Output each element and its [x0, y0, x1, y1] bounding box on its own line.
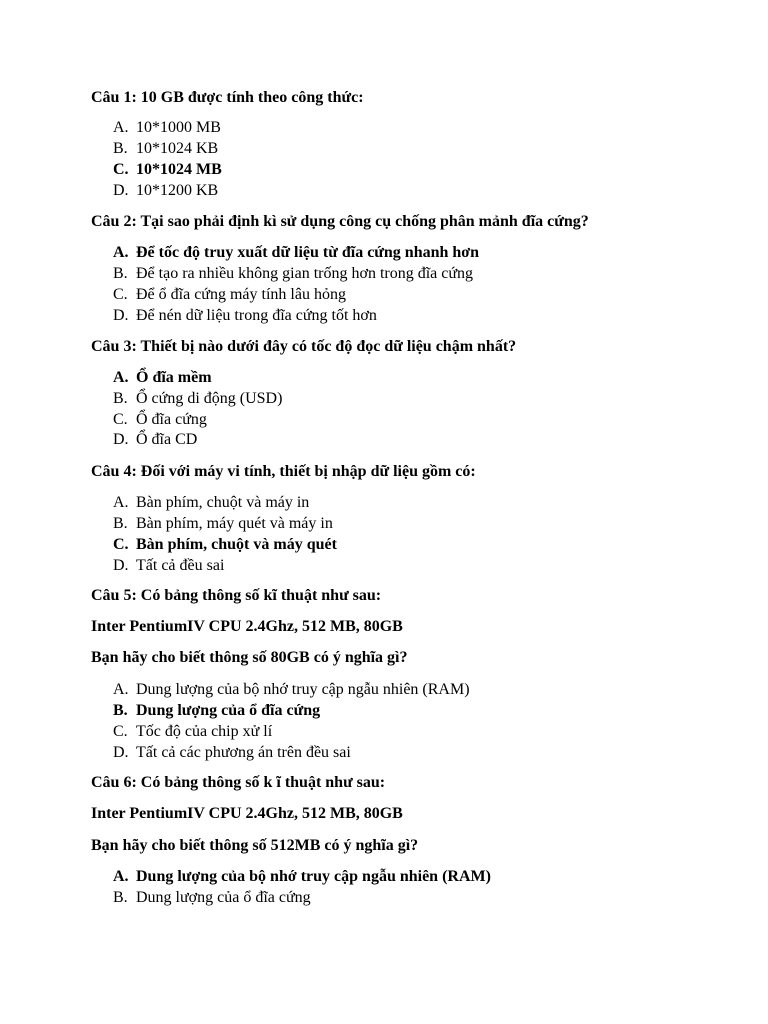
answer-option [113, 888, 311, 909]
option-text: Để ổ đĩa cứng máy tính lâu hỏng [136, 286, 346, 303]
option-letter: B. [113, 889, 128, 906]
answer-option [113, 867, 491, 888]
answer-option [113, 535, 337, 556]
option-letter: B. [113, 515, 128, 532]
option-letter: A. [113, 119, 129, 136]
answer-option [113, 389, 282, 410]
question-text-line: Bạn hãy cho biết thông số 80GB có ý nghĩa gì? [91, 649, 408, 666]
option-text: Để nén dữ liệu trong đĩa cứng tốt hơn [136, 307, 377, 324]
option-letter: D. [113, 744, 129, 761]
question-heading: Câu 3: Thiết bị nào dưới đây có tốc độ đọc dữ liệu chậm nhất? [91, 338, 517, 355]
option-text: Bàn phím, chuột và máy quét [136, 536, 337, 553]
answer-option [113, 181, 218, 202]
option-text: Ổ cứng di động (USD) [136, 390, 283, 407]
option-letter: C. [113, 161, 129, 178]
question-heading: Câu 5: Có bảng thông số kĩ thuật như sau: [91, 587, 382, 604]
option-text: Ổ đĩa cứng [136, 411, 207, 428]
question-heading: Câu 2: Tại sao phải định kì sử dụng công cụ chống phân mảnh đĩa cứng? [91, 213, 589, 230]
answer-option [113, 285, 346, 306]
option-letter: C. [113, 723, 128, 740]
option-letter: B. [113, 265, 128, 282]
answer-option [113, 743, 351, 764]
answer-option [113, 514, 333, 535]
option-text: 10*1000 MB [136, 119, 221, 136]
answer-option [113, 243, 479, 264]
option-text: Dung lượng của bộ nhớ truy cập ngẫu nhiên (RAM) [136, 868, 491, 885]
option-letter: B. [113, 140, 128, 157]
option-text: 10*1024 KB [136, 140, 219, 157]
option-letter: A. [113, 681, 129, 698]
option-letter: C. [113, 536, 129, 553]
question-text-line: Inter PentiumIV CPU 2.4Ghz, 512 MB, 80GB [91, 805, 403, 822]
option-letter: A. [113, 494, 129, 511]
option-text: Ổ đĩa CD [136, 431, 198, 448]
answer-option [113, 430, 197, 451]
answer-option [113, 264, 473, 285]
option-letter: D. [113, 182, 129, 199]
answer-option [113, 368, 212, 389]
option-letter: D. [113, 557, 129, 574]
question-text-line: Inter PentiumIV CPU 2.4Ghz, 512 MB, 80GB [91, 618, 403, 635]
option-text: Tốc độ của chip xử lí [136, 723, 273, 740]
option-text: 10*1200 KB [136, 182, 219, 199]
question-heading: Câu 4: Đối với máy vi tính, thiết bị nhập dữ liệu gồm có: [91, 463, 476, 480]
option-text: Bàn phím, máy quét và máy in [136, 515, 333, 532]
option-text: Bàn phím, chuột và máy in [136, 494, 310, 511]
option-letter: A. [113, 244, 129, 261]
option-letter: C. [113, 411, 128, 428]
option-letter: A. [113, 868, 129, 885]
option-text: Dung lượng của ổ đĩa cứng [136, 702, 321, 719]
option-text: Tất cả đều sai [136, 557, 225, 574]
question-heading: Câu 6: Có bảng thông số k ĩ thuật như sau: [91, 774, 386, 791]
question-text-line: Bạn hãy cho biết thông số 512MB có ý nghĩa gì? [91, 837, 419, 854]
question-heading: Câu 1: 10 GB được tính theo công thức: [91, 89, 364, 106]
answer-option [113, 556, 224, 577]
answer-option [113, 410, 207, 431]
option-letter: B. [113, 390, 128, 407]
option-text: Để tốc độ truy xuất dữ liệu từ đĩa cứng nhanh hơn [136, 244, 480, 261]
answer-option [113, 493, 309, 514]
option-text: Để tạo ra nhiều không gian trống hơn trong đĩa cứng [136, 265, 474, 282]
option-text: Dung lượng của bộ nhớ truy cập ngẫu nhiên (RAM) [136, 681, 470, 698]
option-letter: C. [113, 286, 128, 303]
answer-option [113, 118, 221, 139]
answer-option [113, 680, 470, 701]
answer-option [113, 701, 320, 722]
answer-option [113, 139, 218, 160]
option-letter: B. [113, 702, 128, 719]
option-text: 10*1024 MB [136, 161, 222, 178]
option-letter: D. [113, 431, 129, 448]
answer-option [113, 160, 222, 181]
option-text: Dung lượng của ổ đĩa cứng [136, 889, 311, 906]
option-text: Tất cả các phương án trên đều sai [136, 744, 351, 761]
option-text: Ổ đĩa mềm [136, 369, 212, 386]
option-letter: D. [113, 307, 129, 324]
answer-option [113, 722, 272, 743]
answer-option [113, 306, 377, 327]
option-letter: A. [113, 369, 129, 386]
